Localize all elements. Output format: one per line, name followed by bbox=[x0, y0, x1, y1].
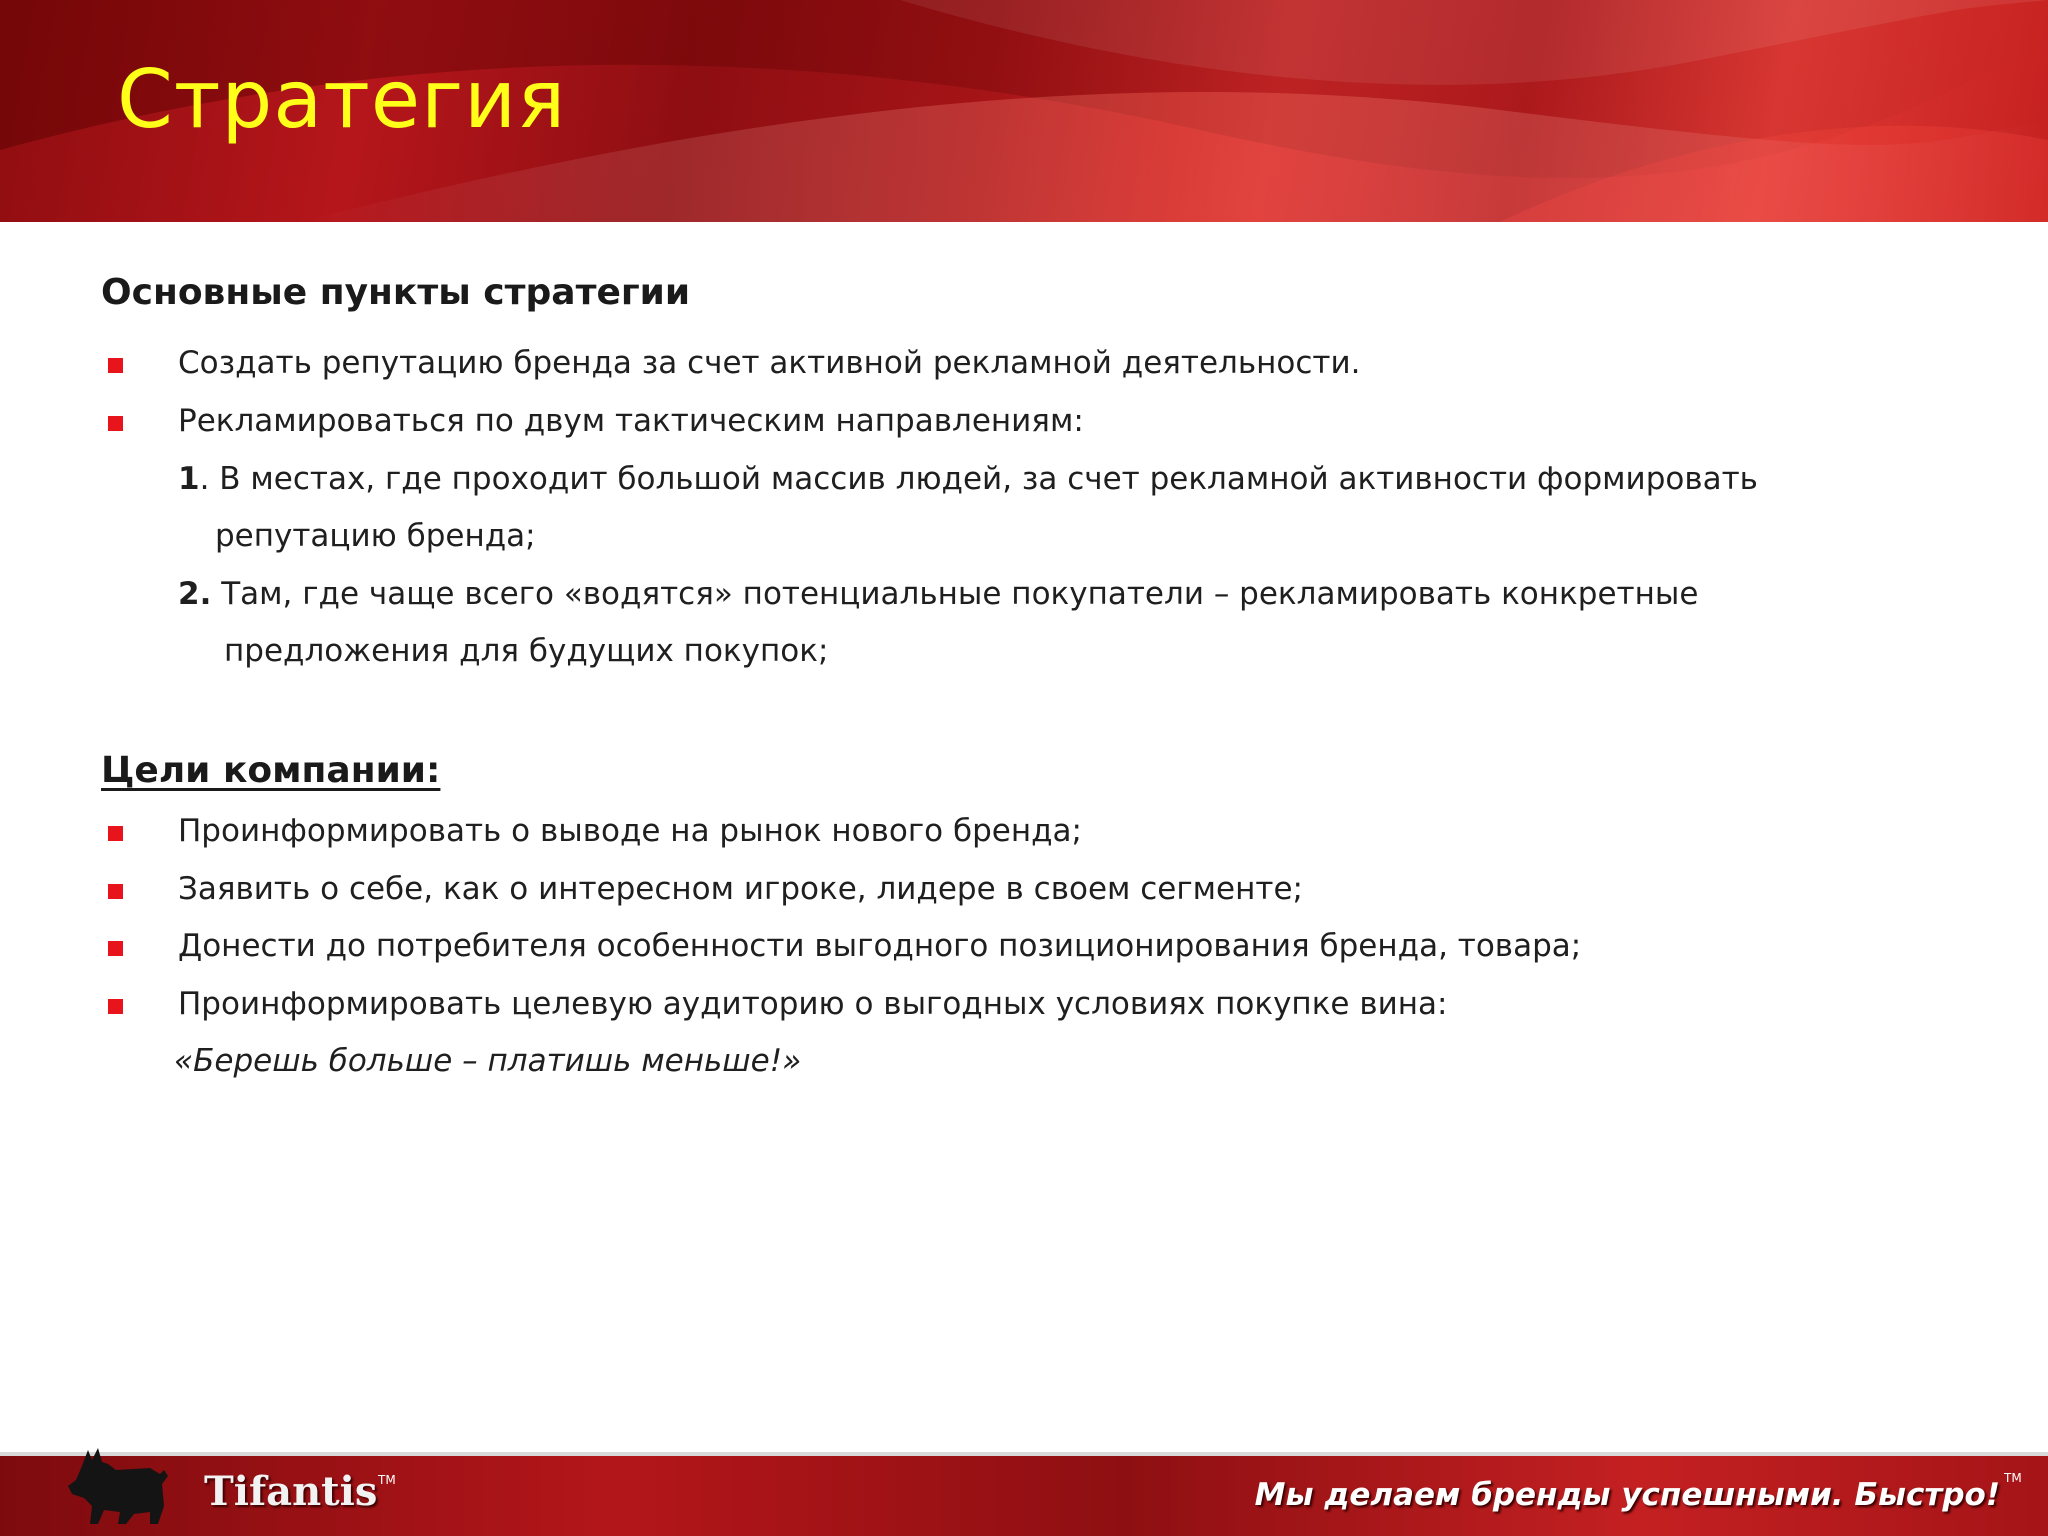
goal-item: Проинформировать целевую аудиторию о выгодных условиях покупке вина: bbox=[178, 986, 1448, 1022]
goal-item: Проинформировать о выводе на рынок нового бренда; bbox=[178, 813, 1082, 849]
strategy-sub-item bbox=[178, 576, 1699, 612]
footer-logo-text: Tifantis bbox=[204, 1468, 378, 1515]
bullet-marker bbox=[108, 884, 123, 899]
strategy-item: Рекламироваться по двум тактическим направлениям: bbox=[178, 403, 1084, 439]
strategy-item: Создать репутацию бренда за счет активной рекламной деятельности. bbox=[178, 345, 1361, 381]
logo-trademark: TM bbox=[378, 1473, 396, 1487]
strategy-sub-item bbox=[178, 461, 1758, 497]
bullet-marker bbox=[108, 826, 123, 841]
sub-item-text: . В местах, где проходит большой массив людей, за счет рекламной активности формировать bbox=[199, 461, 1758, 497]
strategy-heading: Основные пункты стратегии bbox=[101, 272, 691, 313]
slogan: «Берешь больше – платишь меньше!» bbox=[174, 1043, 802, 1079]
goal-item: Заявить о себе, как о интересном игроке, лидере в своем сегменте; bbox=[178, 871, 1303, 907]
sub-item-text: Там, где чаще всего «водятся» потенциальные покупатели – рекламировать конкретные bbox=[211, 576, 1699, 612]
tagline-trademark: TM bbox=[2004, 1471, 2022, 1485]
bullet-marker bbox=[108, 416, 123, 431]
sub-item-number: 1 bbox=[178, 461, 200, 497]
scottish-terrier-logo-icon bbox=[64, 1436, 174, 1536]
sub-item-number: 2. bbox=[178, 576, 212, 612]
strategy-sub-item-continuation: предложения для будущих покупок; bbox=[224, 633, 829, 669]
footer-tagline: Мы делаем бренды успешными. Быстро! bbox=[1254, 1477, 2000, 1513]
bullet-marker bbox=[108, 999, 123, 1014]
strategy-sub-item-continuation: репутацию бренда; bbox=[215, 518, 536, 554]
goals-heading: Цели компании: bbox=[101, 750, 441, 791]
bullet-marker bbox=[108, 358, 123, 373]
goal-item: Донести до потребителя особенности выгодного позиционирования бренда, товара; bbox=[178, 928, 1582, 964]
slide-title: Стратегия bbox=[117, 53, 567, 146]
bullet-marker bbox=[108, 941, 123, 956]
